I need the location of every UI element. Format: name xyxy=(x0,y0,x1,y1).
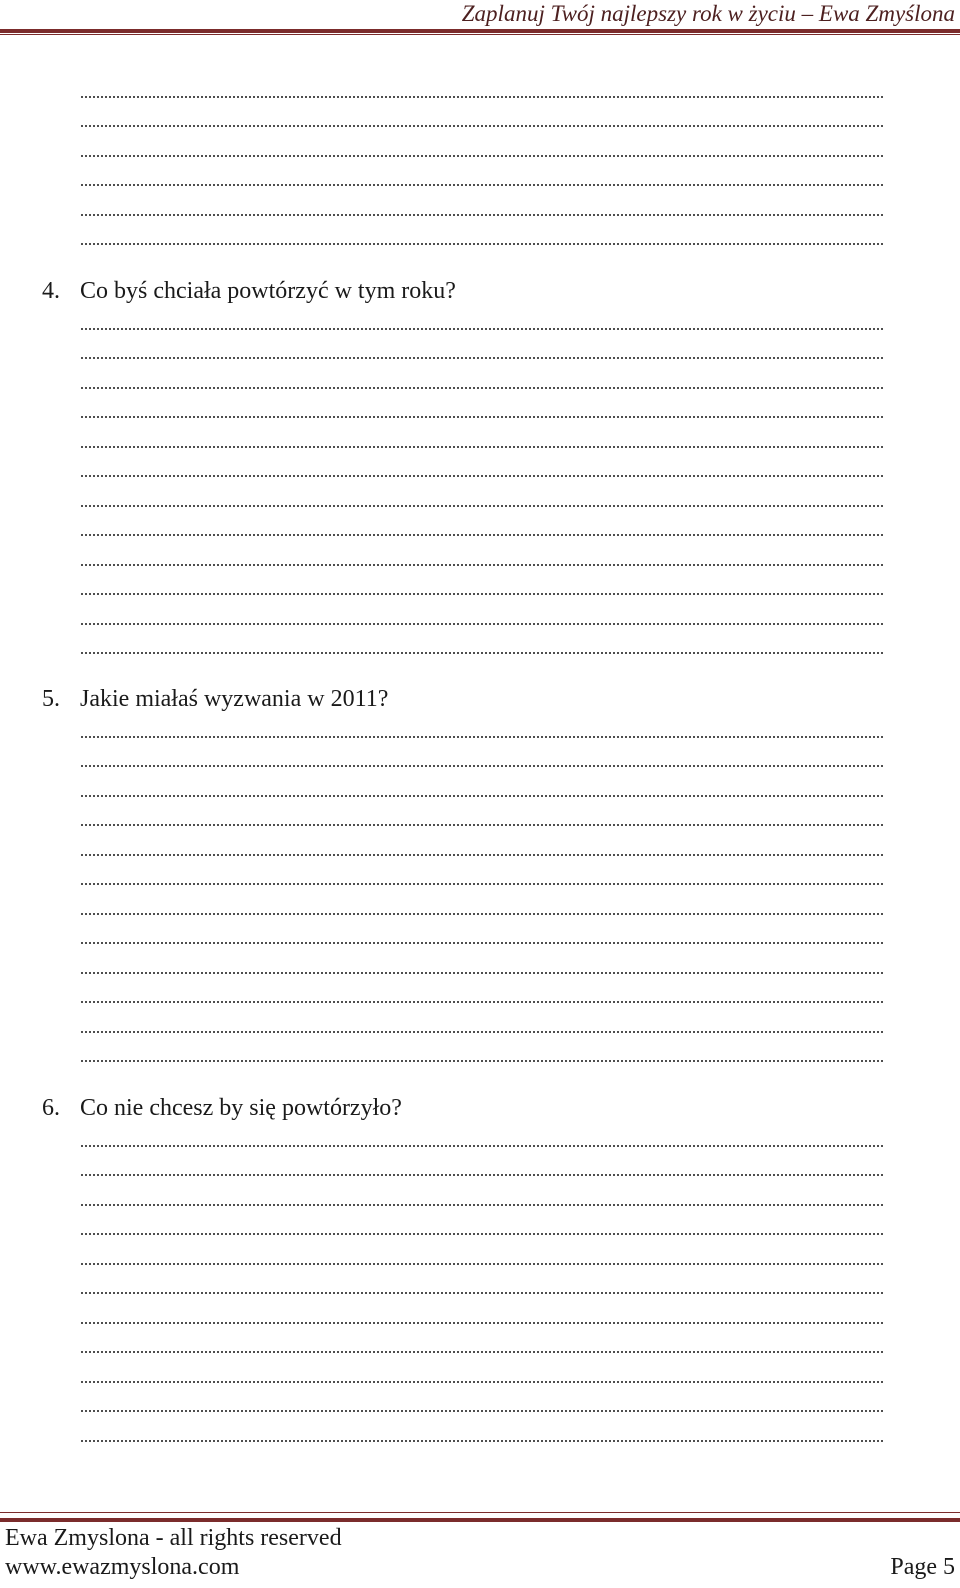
answer-line[interactable] xyxy=(80,395,885,425)
answer-line[interactable] xyxy=(80,222,885,252)
page-footer xyxy=(0,1512,960,1588)
answer-lines[interactable] xyxy=(80,306,885,660)
answer-line[interactable] xyxy=(80,1389,885,1419)
answer-line[interactable] xyxy=(80,1271,885,1301)
answer-line[interactable] xyxy=(80,365,885,395)
header-rule-thin xyxy=(0,34,960,35)
answer-line[interactable] xyxy=(80,1123,885,1153)
answer-line[interactable] xyxy=(80,424,885,454)
question-number: 5. xyxy=(42,686,60,712)
page-number: Page 5 xyxy=(890,1554,955,1580)
answer-line[interactable] xyxy=(80,1153,885,1183)
answer-line[interactable] xyxy=(80,1182,885,1212)
answer-line[interactable] xyxy=(80,1009,885,1039)
answer-lines[interactable] xyxy=(80,714,885,1068)
answer-line[interactable] xyxy=(80,601,885,631)
answer-line[interactable] xyxy=(80,104,885,134)
question-heading xyxy=(42,1093,402,1123)
answer-line[interactable] xyxy=(80,773,885,803)
question-number: 6. xyxy=(42,1095,60,1121)
answer-line[interactable] xyxy=(80,1212,885,1242)
answer-line[interactable] xyxy=(80,483,885,513)
footer-website[interactable]: www.ewazmyslona.com xyxy=(5,1554,240,1580)
answer-line[interactable] xyxy=(80,454,885,484)
question-number: 4. xyxy=(42,278,60,304)
answer-line[interactable] xyxy=(80,572,885,602)
answer-line[interactable] xyxy=(80,306,885,336)
answer-line[interactable] xyxy=(80,163,885,193)
footer-copyright: Ewa Zmyslona - all rights reserved xyxy=(5,1525,342,1551)
question-heading xyxy=(42,684,388,714)
header-rule xyxy=(0,29,960,33)
answer-line[interactable] xyxy=(80,832,885,862)
question-text: Jakie miałaś wyzwania w 2011? xyxy=(80,686,389,712)
page-header xyxy=(0,0,960,40)
footer-rule-thin xyxy=(0,1512,960,1513)
answer-line[interactable] xyxy=(80,921,885,951)
answer-line[interactable] xyxy=(80,542,885,572)
answer-line[interactable] xyxy=(80,950,885,980)
answer-line[interactable] xyxy=(80,192,885,222)
answer-line[interactable] xyxy=(80,744,885,774)
answer-line[interactable] xyxy=(80,862,885,892)
answer-line[interactable] xyxy=(80,631,885,661)
footer-rule xyxy=(0,1518,960,1522)
answer-line[interactable] xyxy=(80,1330,885,1360)
header-title: Zaplanuj Twój najlepszy rok w życiu – Ewa Zmyślona xyxy=(461,1,955,26)
answer-line[interactable] xyxy=(80,1241,885,1271)
answer-line[interactable] xyxy=(80,714,885,744)
answer-line[interactable] xyxy=(80,803,885,833)
answer-lines xyxy=(80,74,885,251)
question-text: Co byś chciała powtórzyć w tym roku? xyxy=(80,278,456,304)
answer-line[interactable] xyxy=(80,513,885,543)
answer-lines[interactable] xyxy=(80,1123,885,1448)
answer-line[interactable] xyxy=(80,980,885,1010)
answer-line[interactable] xyxy=(80,891,885,921)
answer-line[interactable] xyxy=(80,1300,885,1330)
answer-line[interactable] xyxy=(80,74,885,104)
question-text: Co nie chcesz by się powtórzyło? xyxy=(80,1095,402,1121)
answer-line[interactable] xyxy=(80,1418,885,1448)
answer-line[interactable] xyxy=(80,1039,885,1069)
answer-line[interactable] xyxy=(80,1359,885,1389)
question-heading xyxy=(42,276,456,306)
answer-line[interactable] xyxy=(80,336,885,366)
answer-line[interactable] xyxy=(80,133,885,163)
